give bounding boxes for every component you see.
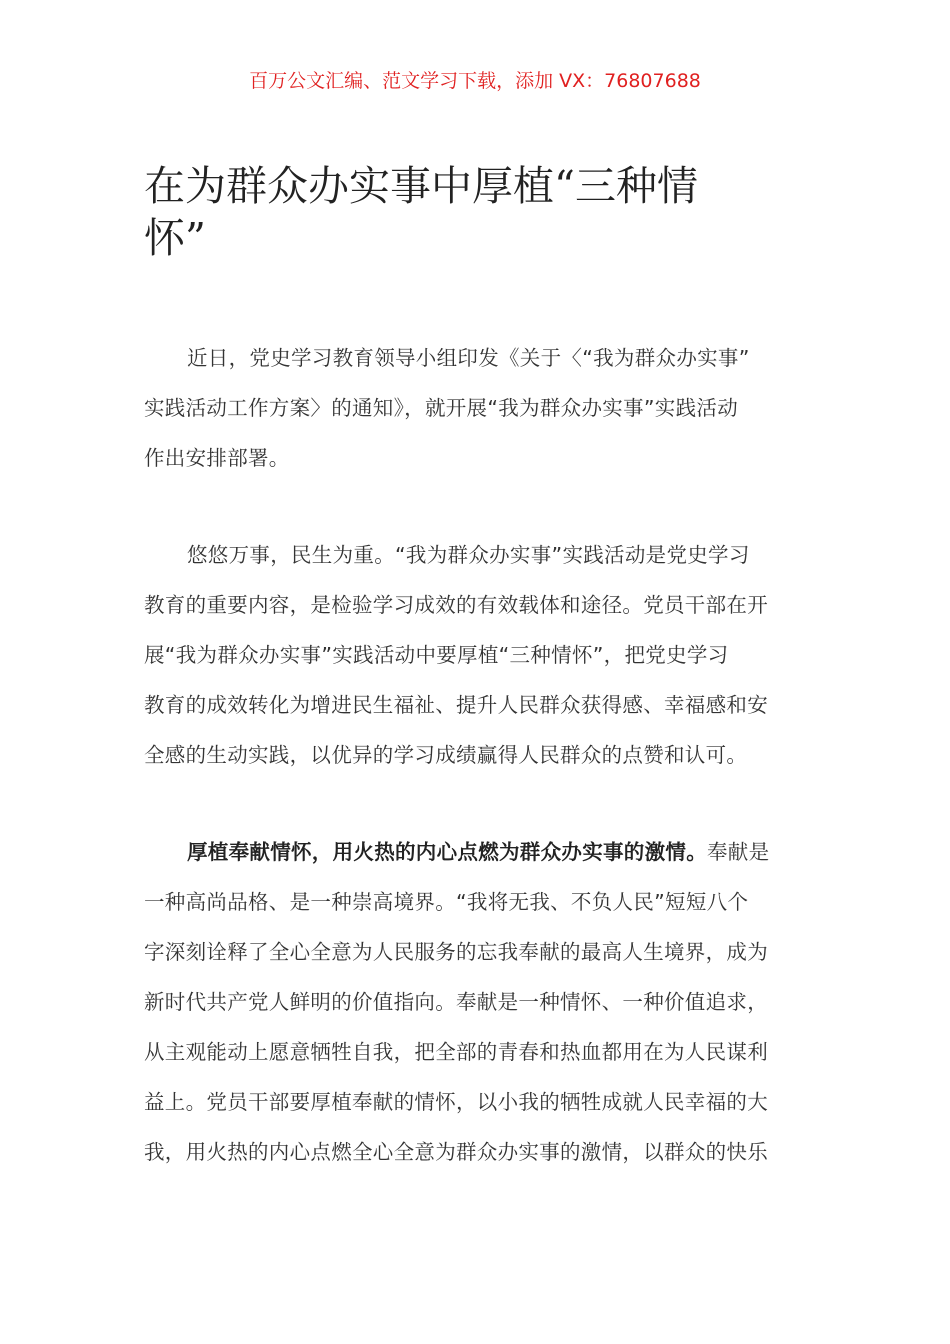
document-title [144,160,784,264]
paragraph-line: 悠悠万事，民生为重。“我为群众办实事”实践活动是党史学习 [187,543,750,567]
paragraph-line: 我，用火热的内心点燃全心全意为群众办实事的激情，以群众的快乐 [144,1140,768,1164]
paragraph-line: 近日，党史学习教育领导小组印发《关于〈“我为群众办实事” [187,346,750,370]
paragraph-line: 实践活动工作方案〉的通知》，就开展“我为群众办实事”实践活动 [144,396,738,420]
bold-heading: 厚植奉献情怀，用火热的内心点燃为群众办实事的激情。 [187,840,707,864]
paragraph-line: 教育的成效转化为增进民生福祉、提升人民群众获得感、幸福感和安 [144,693,768,717]
paragraph-line: 教育的重要内容，是检验学习成效的有效载体和途径。党员干部在开 [144,593,768,617]
paragraph-line: 一种高尚品格、是一种崇高境界。“我将无我、不负人民”短短八个 [144,890,749,914]
paragraph-line: 全感的生动实践，以优异的学习成绩赢得人民群众的点赞和认可。 [144,743,748,767]
watermark-header: 百万公文汇编、范文学习下载，添加 VX：76807688 [249,70,701,92]
title-line: 在为群众办实事中厚植“三种情 [144,162,698,210]
paragraph-line: 益上。党员干部要厚植奉献的情怀，以小我的牺牲成就人民幸福的大 [144,1090,768,1114]
paragraph-line [144,827,794,877]
paragraph-line: 展“我为群众办实事”实践活动中要厚植“三种情怀”，把党史学习 [144,643,729,667]
paragraph-line: 从主观能动上愿意牺牲自我，把全部的青春和热血都用在为人民谋利 [144,1040,768,1064]
paragraph-intro [144,333,794,483]
lead-rest: 奉献是 [707,840,770,864]
paragraph-line: 字深刻诠释了全心全意为人民服务的忘我奉献的最高人生境界，成为 [144,940,768,964]
paragraph-overview [144,530,794,780]
paragraph-dedication [144,827,794,1177]
paragraph-line: 新时代共产党人鲜明的价值指向。奉献是一种情怀、一种价值追求， [144,990,768,1014]
paragraph-line: 作出安排部署。 [144,446,290,470]
title-line: 怀” [144,214,206,262]
